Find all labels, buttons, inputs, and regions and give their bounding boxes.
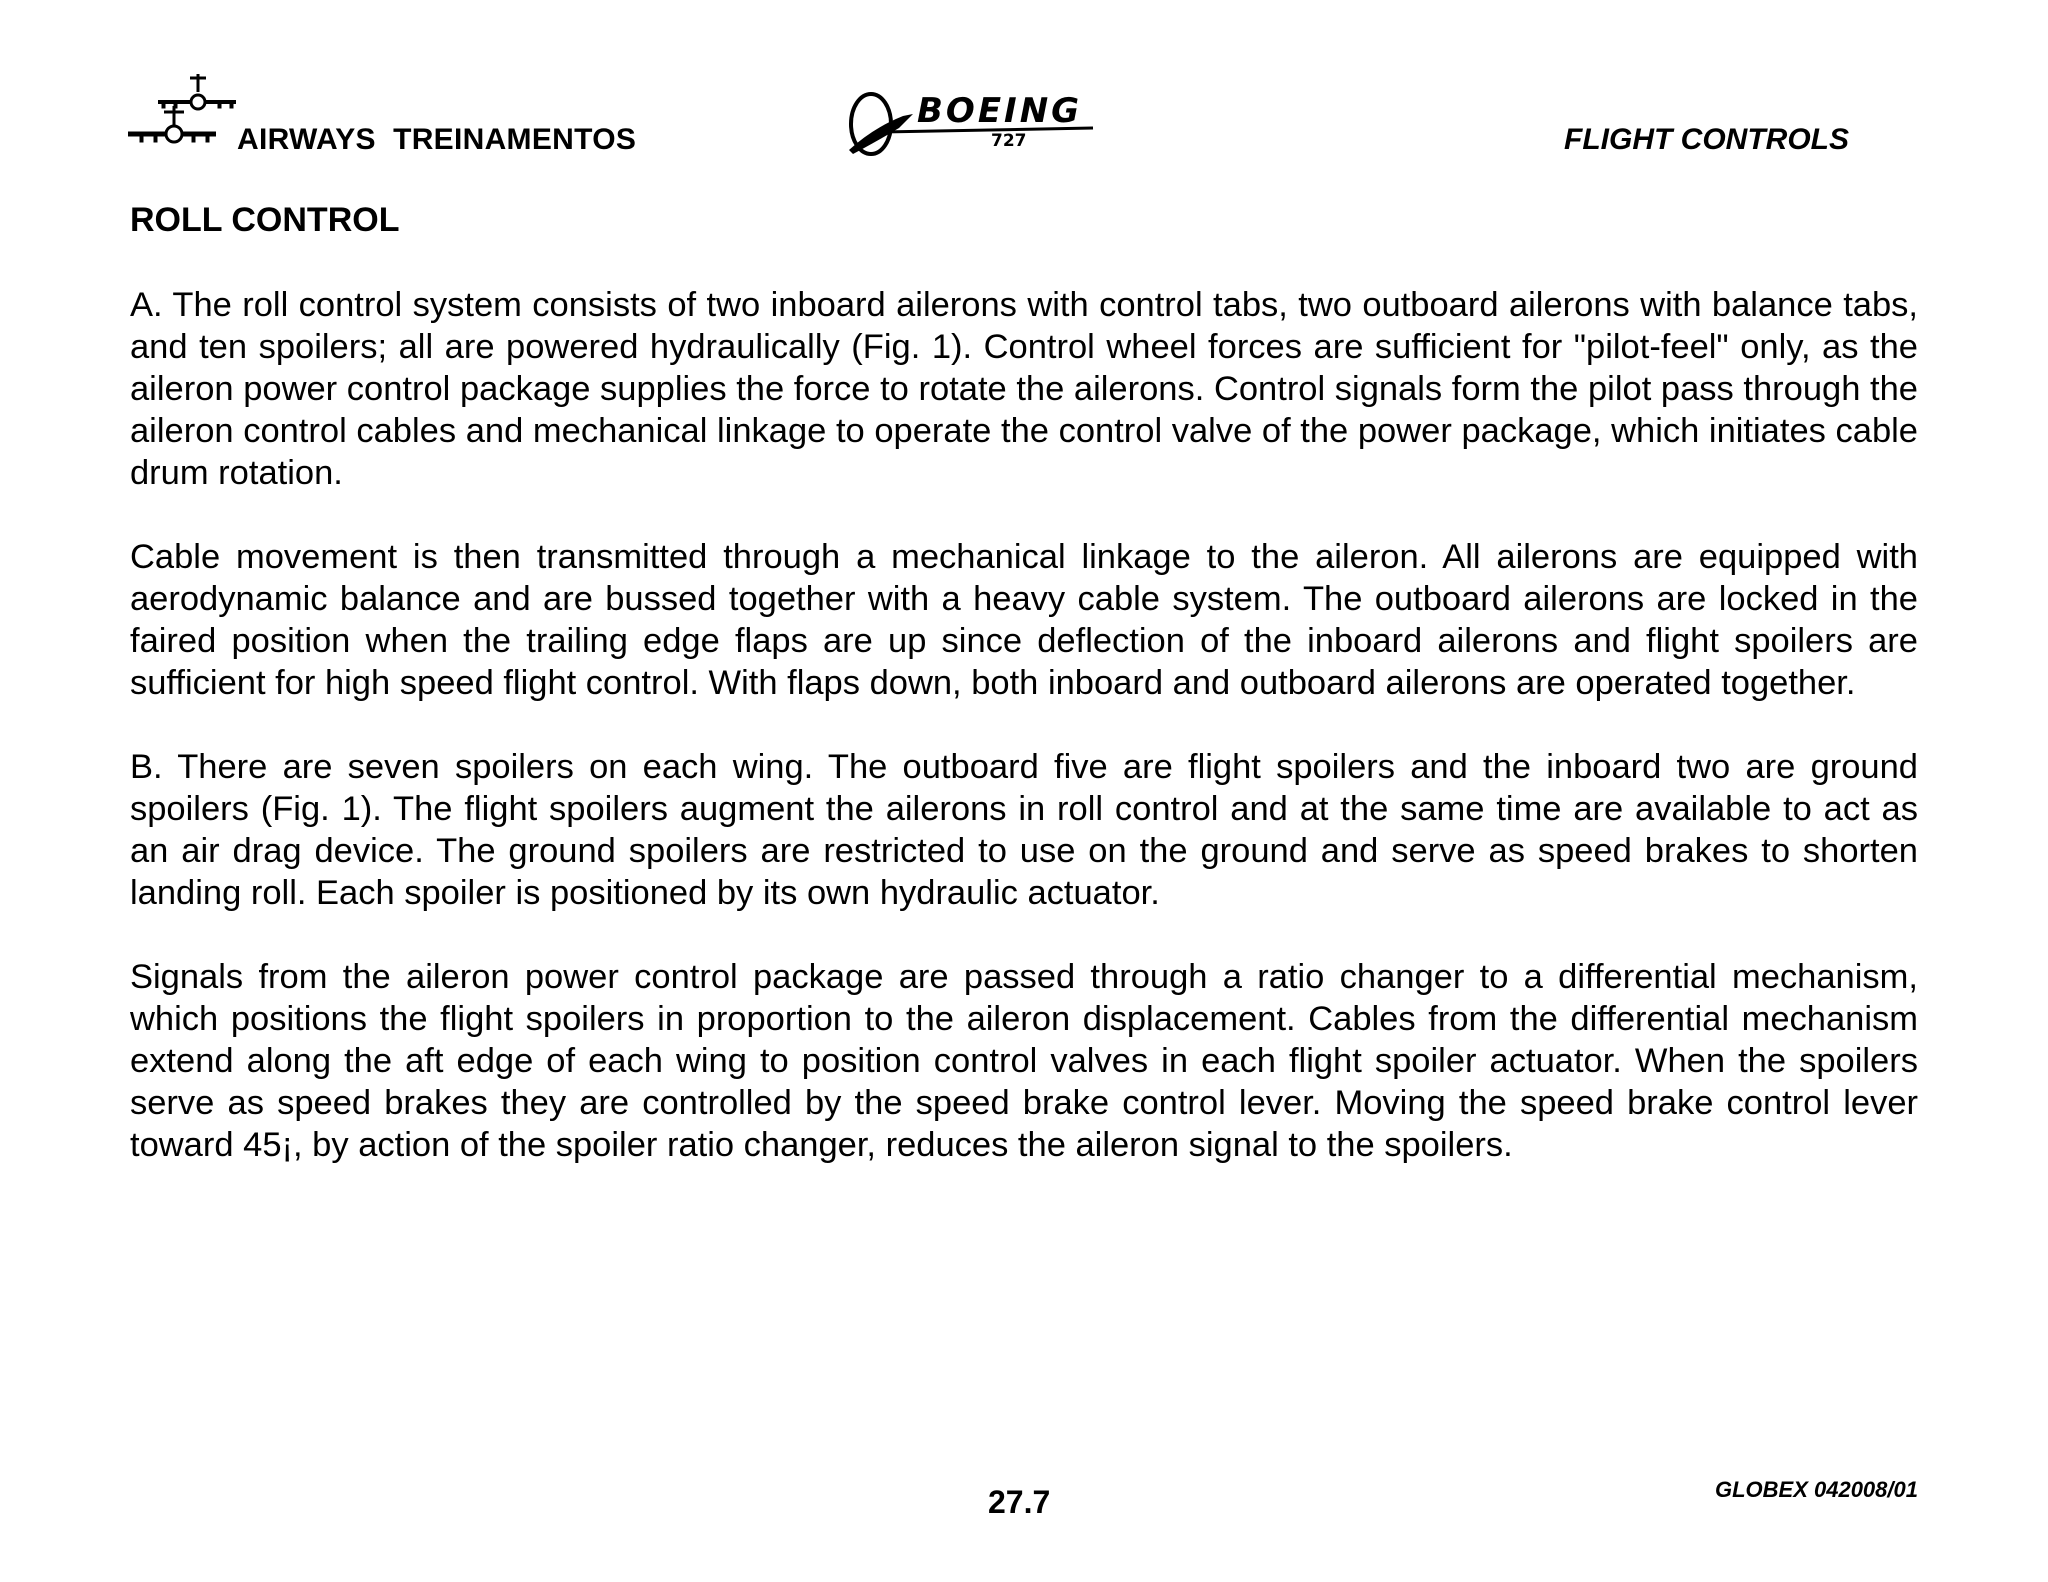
aircraft-model: 727 [991, 131, 1027, 151]
section-title: FLIGHT CONTROLS [1564, 123, 1849, 156]
two-airplanes-icon [128, 72, 240, 152]
body-content [130, 284, 1918, 1208]
paragraph-cable-movement: Cable movement is then transmitted through a mechanical linkage to the aileron. All ailerons are equipped with aerodynamic balance and are bussed together with a heavy cable system. The outboard ailerons are locked in the faired position when the trailing edge flaps are up since deflection of the inboard ailerons and flight spoilers are sufficient for high speed flight control. With flaps down, both inboard and outboard ailerons are operated together. [130, 538, 1918, 702]
page-number: 27.7 [988, 1484, 1051, 1520]
paragraph-spoilers-b: B. There are seven spoilers on each wing. The outboard five are flight spoilers and the inboard two are ground spoilers (Fig. 1). The flight spoilers augment the ailerons in roll control and at the same time are available to act as an air drag device. The ground spoilers are restricted to use on the ground and serve as speed brakes to shorten landing roll. Each spoiler is positioned by its own hydraulic actuator. [130, 748, 1918, 912]
boeing-logo-icon [843, 88, 1113, 160]
company-name: AIRWAYS TREINAMENTOS [237, 123, 637, 156]
paragraph-roll-control-a: A. The roll control system consists of two inboard ailerons with control tabs, two outboard ailerons with balance tabs, and ten spoilers; all are powered hydraulically (Fig. 1). Control wheel forces are sufficient for "pilot-feel" only, as the aileron power control package supplies the force to rotate the ailerons. Control signals form the pilot pass through the aileron control cables and mechanical linkage to operate the control valve of the power package, which initiates cable drum rotation. [130, 286, 1918, 492]
document-code: GLOBEX 042008/01 [1714, 1477, 1918, 1502]
paragraph-signals: Signals from the aileron power control package are passed through a ratio changer to a differential mechanism, which positions the flight spoilers in proportion to the aileron displacement. Cables from the differential mechanism extend along the aft edge of each wing to position control valves in each flight spoiler actuator. When the spoilers serve as speed brakes they are controlled by the speed brake control lever. Moving the speed brake control lever toward 45¡, by action of the spoiler ratio changer, reduces the aileron signal to the spoilers. [130, 958, 1918, 1164]
brand-name: BOEING [917, 91, 1083, 131]
page-header [0, 0, 2048, 180]
page-title: ROLL CONTROL [130, 201, 400, 239]
